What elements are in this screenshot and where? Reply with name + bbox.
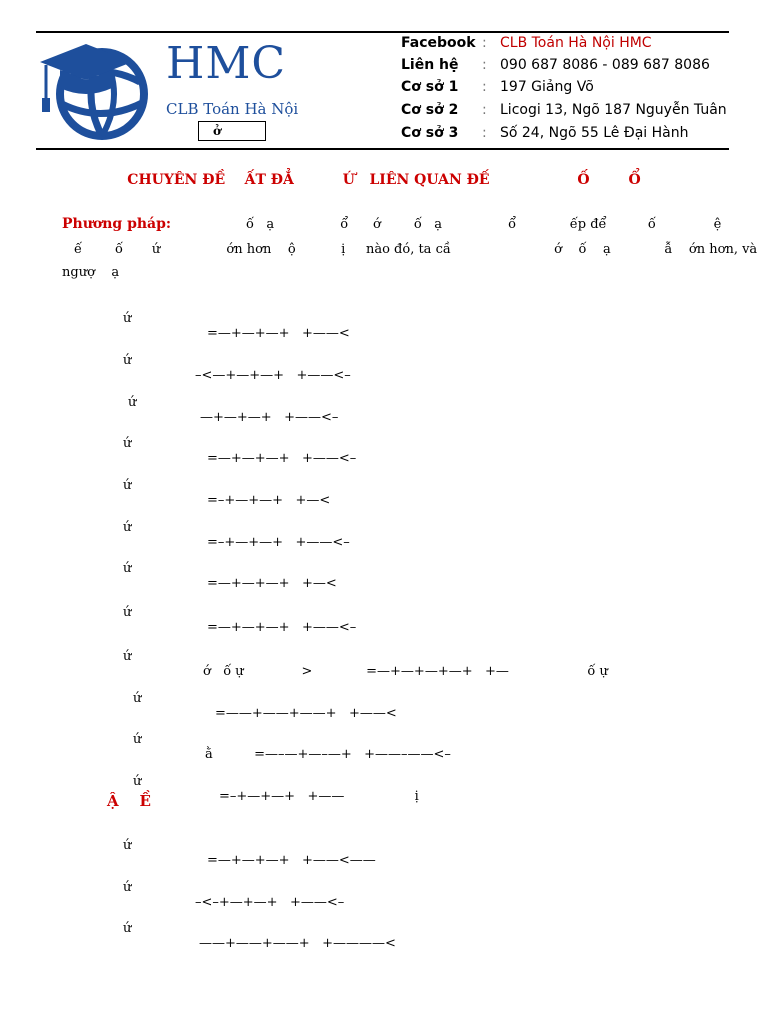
exercise-formula: =—+—+—+ +——< (207, 326, 350, 341)
method-line-3: ngượ ạ (62, 265, 120, 280)
exercise-label: ứ (123, 605, 132, 620)
exercise-formula: ằ =—–—+—–—+ +——–——<– (205, 747, 451, 762)
exercise-2 (123, 338, 351, 383)
header-bottom-rule (36, 148, 729, 150)
exercise-formula: —+—+—+ +——<– (200, 410, 339, 425)
exercise-formula: ——+——+——+ +————< (199, 936, 396, 951)
info-value[interactable]: CLB Toán Hà Nội HMC (500, 35, 652, 51)
exercise-1 (123, 296, 350, 341)
exercise-4 (123, 421, 357, 466)
exercise-formula: –<–+—+—+ +——<– (195, 895, 345, 910)
boxed-label: ở (198, 121, 266, 141)
method-label: Phương pháp: (62, 216, 172, 232)
exercise-formula: =—+—+—+ +——<– (207, 620, 357, 635)
practice-exercise-3 (123, 906, 396, 951)
info-key: Cơ sở 1 (401, 79, 459, 95)
exercise-formula: =——+——+——+ +——< (215, 706, 397, 721)
method-line-1: ố ạ ổ ớ ố ạ ổ ếp để ố ệ (246, 217, 722, 232)
exercise-formula: =–+—+—+ +—— ị (219, 789, 419, 804)
exercise-label: ứ (123, 649, 132, 664)
info-separator: : (482, 57, 487, 73)
exercise-formula: =—+—+—+ +—< (207, 576, 337, 591)
exercise-label: ứ (123, 478, 132, 493)
exercise-9 (123, 634, 608, 679)
info-separator: : (482, 35, 487, 51)
exercise-label: ứ (123, 311, 132, 326)
info-value: 197 Giảng Võ (500, 79, 594, 95)
exercise-formula: –<—+—+—+ +——<– (195, 368, 351, 383)
info-key: Liên hệ (401, 57, 459, 73)
practice-section-heading: Ậ Ề (107, 792, 151, 810)
document-title: CHUYÊN ĐỀ ẤT ĐẲ Ứ LIÊN QUAN ĐẾ Ố Ổ (127, 172, 641, 188)
info-key: Cơ sở 3 (401, 125, 459, 141)
exercise-label: ứ (123, 880, 132, 895)
exercise-label: ứ (123, 561, 132, 576)
brand-name: HMC (166, 38, 287, 89)
exercise-7 (123, 546, 337, 591)
practice-exercise-1 (123, 823, 376, 868)
exercise-8 (123, 590, 357, 635)
exercise-5 (123, 463, 331, 508)
info-separator: : (482, 125, 487, 141)
exercise-label: ứ (123, 436, 132, 451)
exercise-label: ứ (123, 921, 132, 936)
exercise-label: ứ (133, 691, 142, 706)
exercise-label: ứ (133, 732, 142, 747)
exercise-10 (133, 676, 397, 721)
info-separator: : (482, 79, 487, 95)
brand-subtitle: CLB Toán Hà Nội (166, 100, 299, 118)
globe-graduation-cap-icon (36, 32, 152, 142)
info-value: 090 687 8086 - 089 687 8086 (500, 57, 710, 73)
info-separator: : (482, 102, 487, 118)
exercise-label: ứ (133, 774, 142, 789)
exercise-3 (128, 380, 339, 425)
method-line-2: ế ố ứ ớn hơn ộ ị nào đó, ta cầ ớ ố ạ ẫ ớn hơn, và (74, 242, 758, 257)
exercise-formula: =–+—+—+ +——<– (207, 535, 350, 550)
info-value: Licogi 13, Ngõ 187 Nguyễn Tuân (500, 102, 727, 118)
exercise-label: ứ (123, 520, 132, 535)
info-key: Facebook (401, 35, 476, 51)
exercise-formula: =—+—+—+ +——<– (207, 451, 357, 466)
exercise-label: ứ (123, 838, 132, 853)
info-key: Cơ sở 2 (401, 102, 459, 118)
exercise-6 (123, 505, 350, 550)
exercise-formula: =—+—+—+ +——<—— (207, 853, 376, 868)
exercise-11 (133, 717, 451, 762)
exercise-formula: =–+—+—+ +—< (207, 493, 331, 508)
exercise-label: ứ (123, 353, 132, 368)
exercise-formula: ớ ố ự > =—+—+—+—+ +— ố ự (203, 664, 608, 679)
exercise-label: ứ (128, 395, 137, 410)
practice-exercise-2 (123, 865, 345, 910)
info-value: Số 24, Ngõ 55 Lê Đại Hành (500, 125, 689, 141)
